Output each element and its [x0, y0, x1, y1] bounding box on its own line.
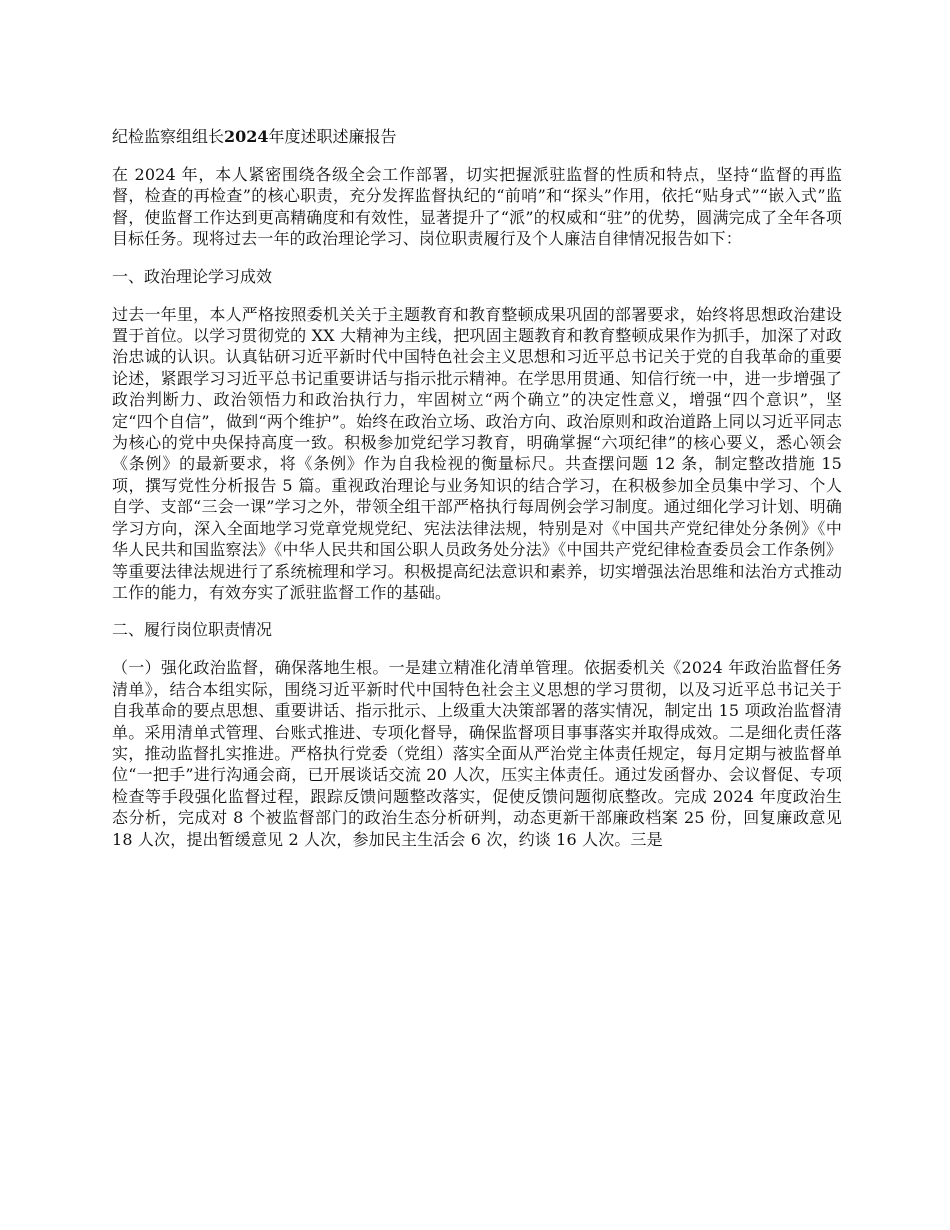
section-body-duties: （一）强化政治监督，确保落地生根。一是建立精准化清单管理。依据委机关《2024 年政治监督任务清单》，结合本组实际，围绕习近平新时代中国特色社会主义思想的学习贯彻，以及习近平总书记关于自我革命的要点思想、重要讲话、指示批示、上级重大决策部署的落实情况，制定出 15 项政治监督清单。采用清单式管理、台账式推进、专项化督导，确保监督项目事事落实并取得成效。二是细化责任落实，推动监督扎实推进。严格执行党委（党组）落实全面从严治党主体责任规定，每月定期与被监督单位“一把手”进行沟通会商，已开展谈话交流 20 人次，压实主体责任。通过发函督办、会议督促、专项检查等手段强化监督过程，跟踪反馈问题整改落实，促使反馈问题彻底整改。完成 2024 年度政治生态分析，完成对 8 个被监督部门的政治生态分析研判，动态更新干部廉政档案 25 份，回复廉政意见 18 人次，提出暂缓意见 2 人次，参加民主生活会 6 次，约谈 16 人次。三是 — [112, 658, 842, 849]
title-suffix: 年度述职述廉报告 — [268, 127, 397, 146]
title-year: 2024 — [224, 127, 269, 146]
document-title — [112, 126, 842, 148]
title-prefix: 纪检监察组组长 — [112, 127, 225, 146]
intro-paragraph: 在 2024 年，本人紧密围绕各级全会工作部署，切实把握派驻监督的性质和特点，坚持“监督的再监督，检查的再检查”的核心职责，充分发挥监督执纪的“前哨”和“探头”作用，依托“贴身式”“嵌入式”监督，使监督工作达到更高精确度和有效性，显著提升了“派”的权威和“驻”的优势，圆满完成了全年各项目标任务。现将过去一年的政治理论学习、岗位职责履行及个人廉洁自律情况报告如下： — [112, 165, 842, 249]
section-heading-theory-study: 一、政治理论学习成效 — [112, 266, 273, 286]
section-body-theory-study: 过去一年里，本人严格按照委机关关于主题教育和教育整顿成果巩固的部署要求，始终将思想政治建设置于首位。以学习贯彻党的 XX 大精神为主线，把巩固主题教育和教育整顿成果作为抓手，加深了对政治忠诚的认识。认真钻研习近平新时代中国特色社会主义思想和习近平总书记关于党的自我革命的重要论述，紧跟学习习近平总书记重要讲话与指示批示精神。在学思用贯通、知信行统一中，进一步增强了政治判断力、政治领悟力和政治执行力，牢固树立“两个确立”的决定性意义，增强“四个意识”，坚定“四个自信”，做到“两个维护”。始终在政治立场、政治方向、政治原则和政治道路上同以习近平同志为核心的党中央保持高度一致。积极参加党纪学习教育，明确掌握“六项纪律”的核心要义，悉心领会《条例》的最新要求，将《条例》作为自我检视的衡量标尺。共查摆问题 12 条，制定整改措施 15 项，撰写党性分析报告 5 篇。重视政治理论与业务知识的结合学习，在积极参加全员集中学习、个人自学、支部“三会一课”学习之外，带领全组干部严格执行每周例会学习制度。通过细化学习计划、明确学习方向，深入全面地学习党章党规党纪、宪法法律法规，特别是对《中国共产党纪律处分条例》《中华人民共和国监察法》《中华人民共和国公职人员政务处分法》《中国共产党纪律检查委员会工作条例》等重要法律法规进行了系统梳理和学习。积极提高纪法意识和素养，切实增强法治思维和法治方式推动工作的能力，有效夯实了派驻监督工作的基础。 — [112, 304, 842, 602]
section-heading-duties: 二、履行岗位职责情况 — [112, 620, 273, 640]
document-page — [112, 126, 842, 866]
